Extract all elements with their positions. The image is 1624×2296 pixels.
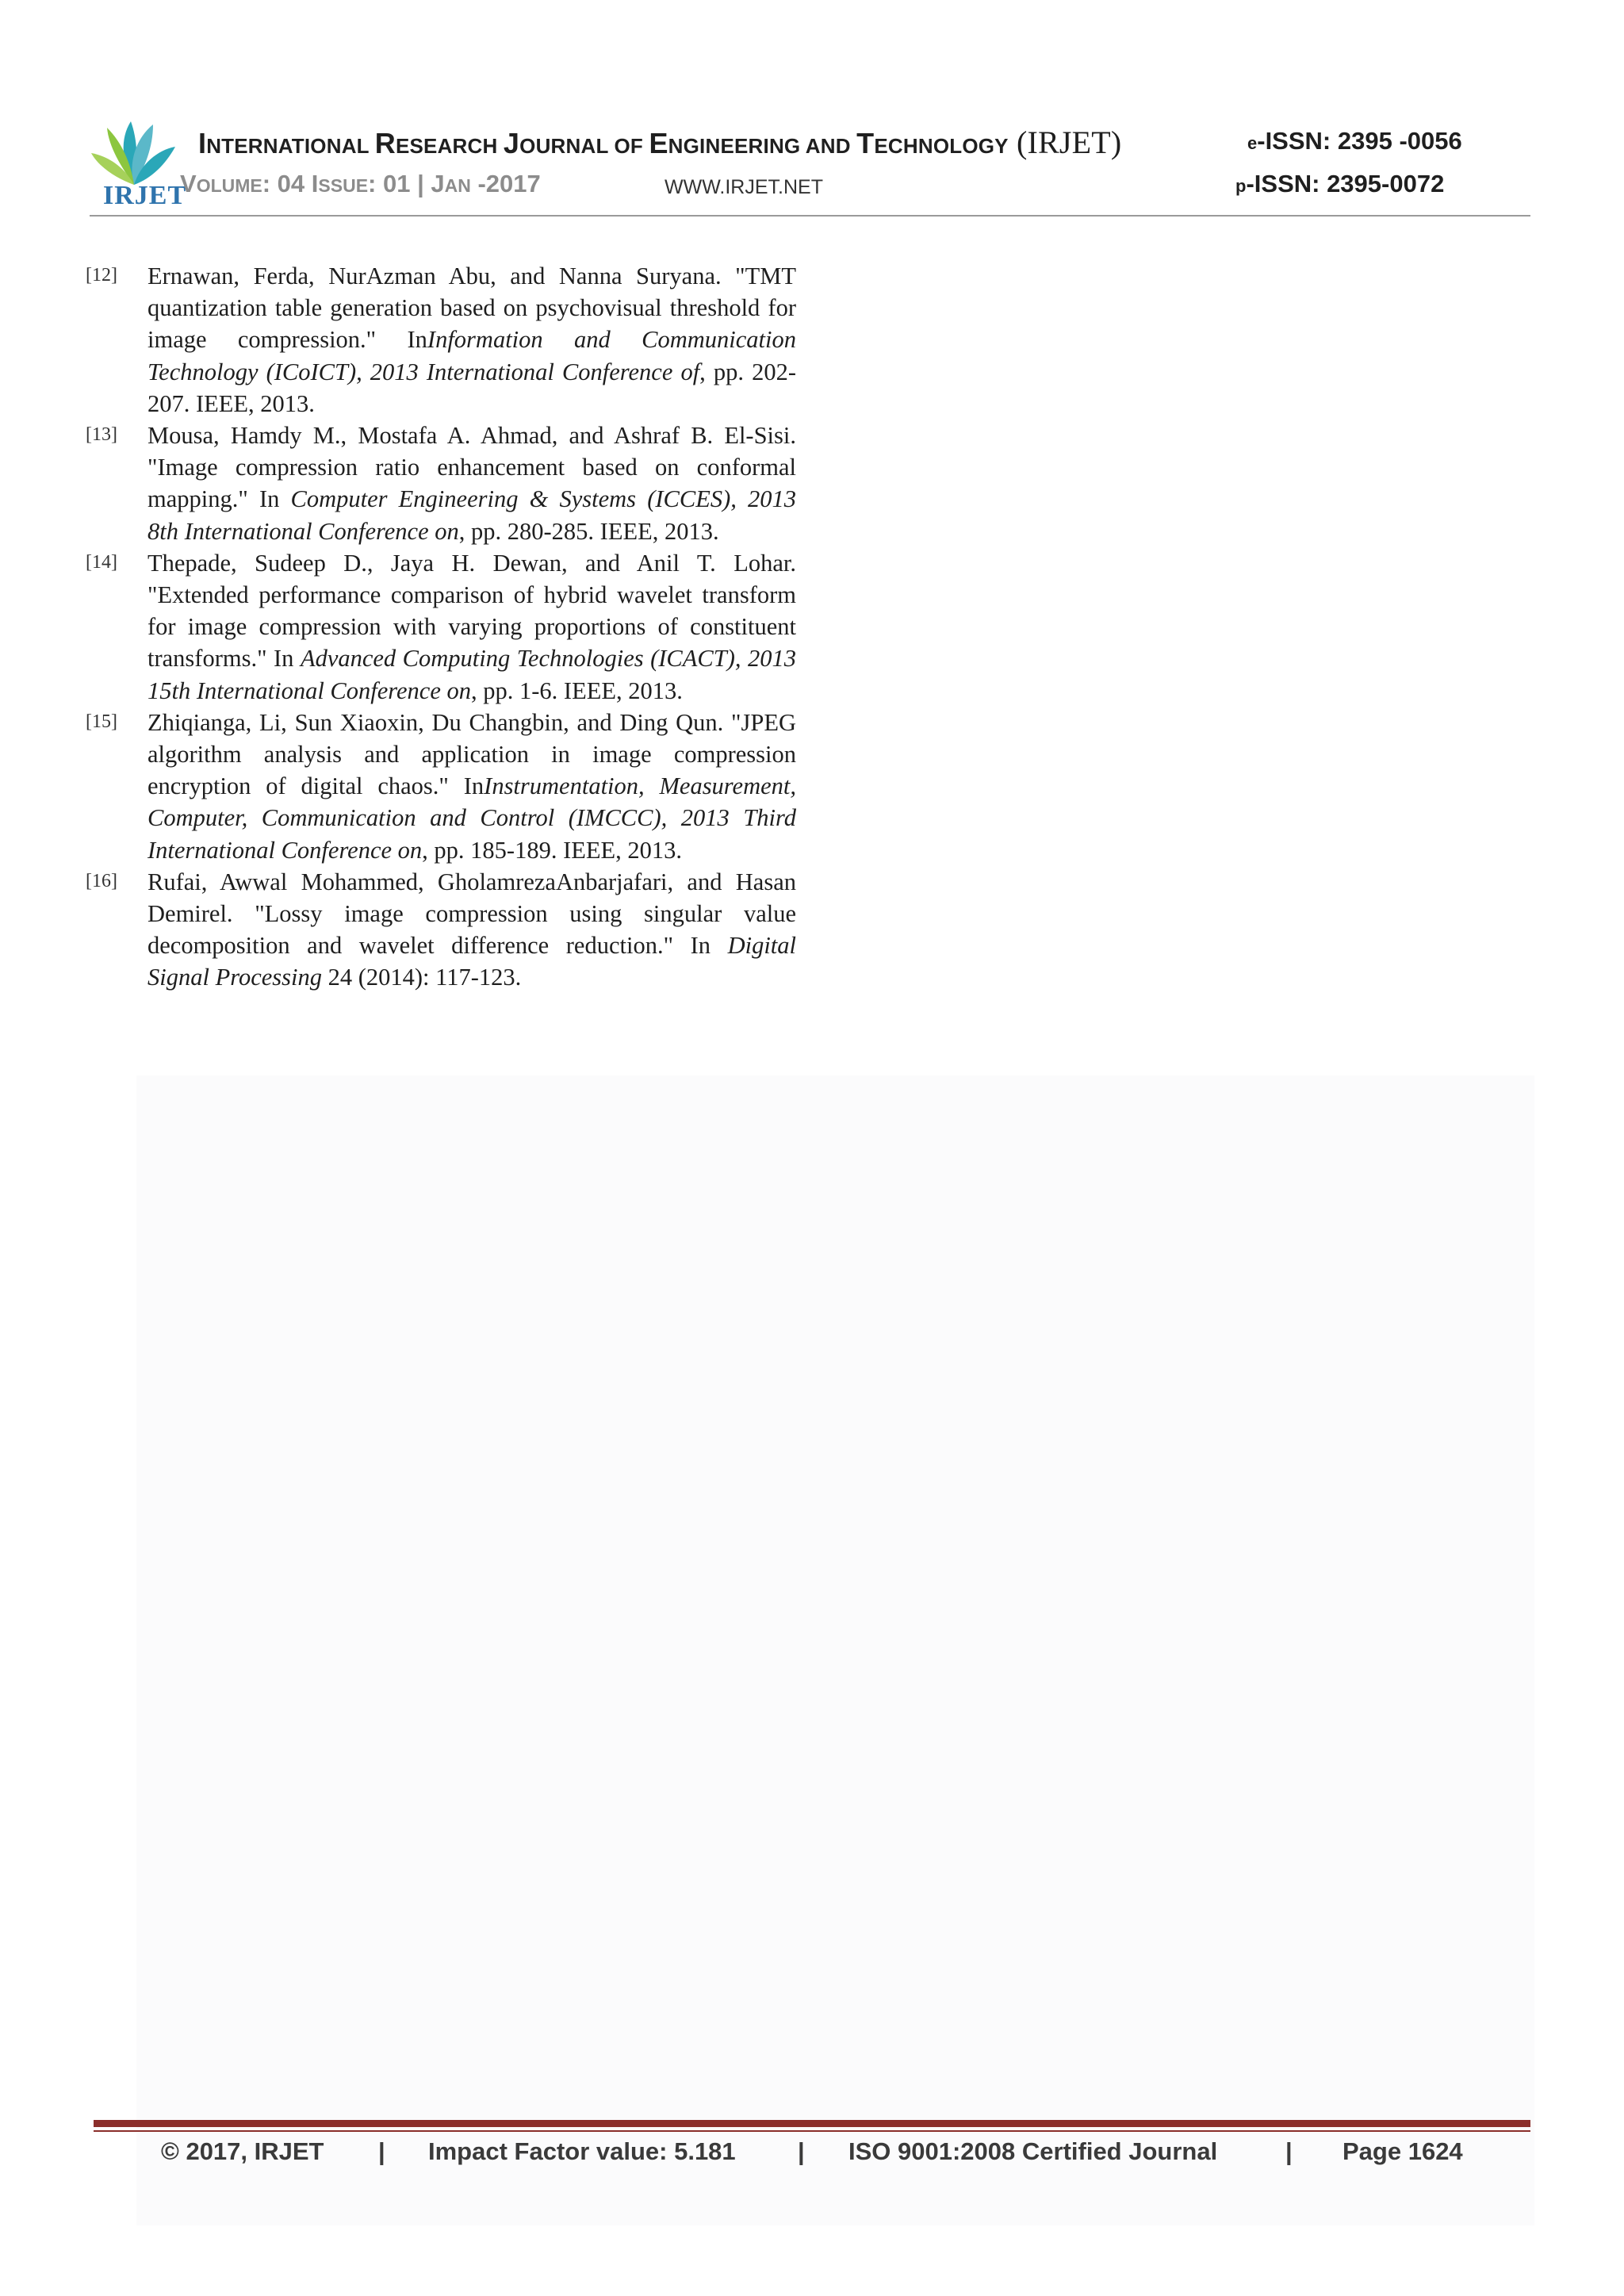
reference-text-segment: , pp. 185-189. IEEE, 2013. <box>422 836 683 864</box>
reference-text-segment: , pp. 280-285. IEEE, 2013. <box>458 517 719 545</box>
reference-text-segment: Zhiqianga, Li, Sun Xiaoxin, Du Changbin, and Ding Qun. "JPEG algorithm analysis and application in image compression encryption of digital chaos." In <box>147 708 796 800</box>
reference-number: [13] <box>86 424 117 446</box>
reference-item <box>86 260 796 420</box>
reference-text-segment: Ernawan, Ferda, NurAzman Abu, and Nanna Suryana. "TMT quantization table generation based on psychovisual threshold for image compression." In <box>147 263 796 354</box>
reference-number: [16] <box>86 870 117 891</box>
reference-source-title: Digital Signal Processing <box>147 932 796 991</box>
reference-item <box>86 707 796 866</box>
reference-text <box>147 260 796 420</box>
header-divider <box>90 215 1530 217</box>
journal-abbr: (IRJET) <box>1016 125 1122 160</box>
reference-text-segment: Thepade, Sudeep D., Jaya H. Dewan, and Anil T. Lohar. "Extended performance comparison of hybrid wavelet transform for image compression with varying proportions of constituent transforms." In <box>147 549 796 673</box>
reference-source-title: Advanced Computing Technologies (ICACT), 2013 15th International Conference on <box>147 645 796 704</box>
reference-text-segment: , pp. 202-207. IEEE, 2013. <box>147 358 796 417</box>
reference-text-segment: Rufai, Awwal Mohammed, GholamrezaAnbarjafari, and Hasan Demirel. "Lossy image compression using singular value decomposition and wavelet difference reduction." In <box>147 868 796 960</box>
footer-separator: | <box>378 2137 385 2165</box>
reference-source-title: Information and Communication Technology (ICoICT), 2013 International Conference of <box>147 326 796 385</box>
references-list <box>86 260 796 994</box>
reference-source-title: Instrumentation, Measurement, Computer, Communication and Control (IMCCC), 2013 Third International Conference on <box>147 772 796 864</box>
footer-separator: | <box>798 2137 805 2165</box>
reference-item <box>86 866 796 994</box>
footer-rule-thin <box>94 2130 1530 2132</box>
reference-source-title: Computer Engineering & Systems (ICCES), 2013 8th International Conference on <box>147 485 797 545</box>
e-issn: e-ISSN: 2395 -0056 <box>1247 127 1462 155</box>
website-url[interactable]: WWW.IRJET.NET <box>665 176 823 198</box>
footer-page-number: Page 1624 <box>1342 2137 1463 2165</box>
p-issn: p-ISSN: 2395-0072 <box>1235 170 1445 197</box>
reference-number: [12] <box>86 265 117 286</box>
footer <box>0 2137 1624 2169</box>
footer-copyright: © 2017, IRJET <box>161 2137 324 2165</box>
footer-separator: | <box>1285 2137 1293 2165</box>
reference-text <box>147 420 796 547</box>
reference-text <box>147 866 796 994</box>
footer-iso: ISO 9001:2008 Certified Journal <box>848 2137 1218 2165</box>
journal-title: INTERNATIONAL RESEARCH JOURNAL OF ENGINEERING AND TECHNOLOGY (IRJET) <box>198 125 1122 160</box>
reference-item <box>86 420 796 547</box>
reference-number: [14] <box>86 551 117 573</box>
footer-impact-factor: Impact Factor value: 5.181 <box>428 2137 736 2165</box>
reference-text-segment: Mousa, Hamdy M., Mostafa A. Ahmad, and Ashraf B. El-Sisi. "Image compression ratio enhancement based on conformal mapping." In <box>147 422 796 513</box>
footer-rule-thick <box>94 2120 1530 2127</box>
reference-text-segment: 24 (2014): 117-123. <box>321 964 522 991</box>
reference-text-segment: , pp. 1-6. IEEE, 2013. <box>471 677 683 704</box>
reference-number: [15] <box>86 711 117 732</box>
reference-item <box>86 547 796 707</box>
logo-text: IRJET <box>103 181 187 210</box>
reference-text <box>147 707 796 866</box>
page-background-shade <box>136 1075 1534 2225</box>
reference-text <box>147 547 796 707</box>
volume-issue: VOLUME: 04 ISSUE: 01 | JAN -2017 <box>180 170 541 197</box>
